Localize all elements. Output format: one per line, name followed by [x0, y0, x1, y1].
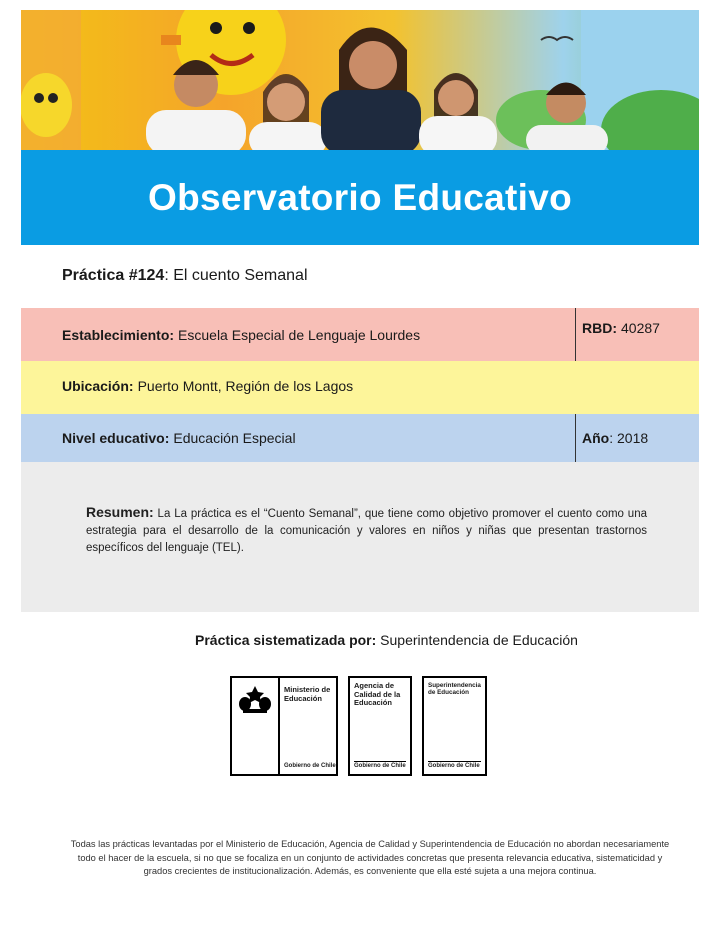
establishment-label: Establecimiento:: [62, 326, 175, 343]
chile-seal-icon: [232, 678, 280, 774]
superintendencia-title-2: de Educación: [428, 689, 469, 696]
rbd-value: 40287: [621, 320, 660, 336]
agencia-title-2: Calidad de la: [354, 689, 401, 699]
rbd-cell: [575, 308, 699, 361]
location-cell: [21, 361, 699, 414]
location-row: [21, 361, 699, 414]
practice-heading: [62, 267, 308, 285]
agencia-title-1: Agencia de: [354, 681, 395, 690]
summary-box: [21, 462, 699, 612]
year-label: Año: [582, 430, 610, 446]
practice-name: : El cuento Semanal: [164, 267, 308, 284]
systematized-by: [195, 632, 578, 648]
ministerio-gob: Gobierno de Chile: [284, 763, 336, 769]
photo-icon: [21, 10, 699, 150]
location-value: Puerto Montt, Región de los Lagos: [137, 378, 354, 394]
ministerio-logo: [230, 676, 338, 776]
systematized-label: Práctica sistematizada por:: [195, 632, 377, 648]
superintendencia-gob: Gobierno de Chile: [428, 763, 480, 769]
header-photo: [21, 10, 699, 150]
agencia-title-3: Educación: [354, 698, 392, 707]
level-label: Nivel educativo:: [62, 430, 170, 446]
rbd-label: RBD:: [582, 320, 617, 336]
summary-label: Resumen:: [86, 504, 154, 520]
title-banner: [21, 150, 699, 245]
agencia-gob: Gobierno de Chile: [354, 763, 406, 769]
establishment-value: Escuela Especial de Lenguaje Lourdes: [178, 326, 421, 343]
level-row: [21, 414, 699, 462]
systematized-value: Superintendencia de Educación: [376, 632, 578, 648]
level-cell: [21, 414, 575, 462]
location-label: Ubicación:: [62, 378, 134, 394]
superintendencia-logo: [422, 676, 487, 776]
establishment-cell: [21, 308, 575, 361]
establishment-row: [21, 308, 699, 361]
year-value: : 2018: [609, 430, 649, 446]
institution-logos: [230, 676, 487, 776]
level-value: Educación Especial: [173, 430, 296, 446]
ministerio-title-2: Educación: [284, 693, 322, 703]
superintendencia-title-1: Superintendencia: [428, 682, 481, 689]
agencia-logo: [348, 676, 412, 776]
practice-number: Práctica #124: [62, 267, 165, 284]
year-cell: [575, 414, 699, 462]
page-title: Observatorio Educativo: [148, 176, 572, 218]
summary-text: La La práctica es el “Cuento Semanal”, que tiene como objetivo promover el cuento como una estrategia para el desarrollo de la comunicación y valores en niños y niñas que presentan trastornos específicos del lenguaje (TEL).: [86, 508, 647, 554]
ministerio-title-1: Ministerio de: [284, 685, 331, 694]
footer-disclaimer: Todas las prácticas levantadas por el Ministerio de Educación, Agencia de Calidad y Superintendencia de Educación no abordan necesariamente todo el hacer de la escuela, si no que se focaliza en un conjunto de actividades concretas que presenta relevancia educativa, sistematicidad y grados crecientes de institucionalización. Además, es conveniente que ella esté sujeta a una mejora continua.: [70, 839, 670, 876]
